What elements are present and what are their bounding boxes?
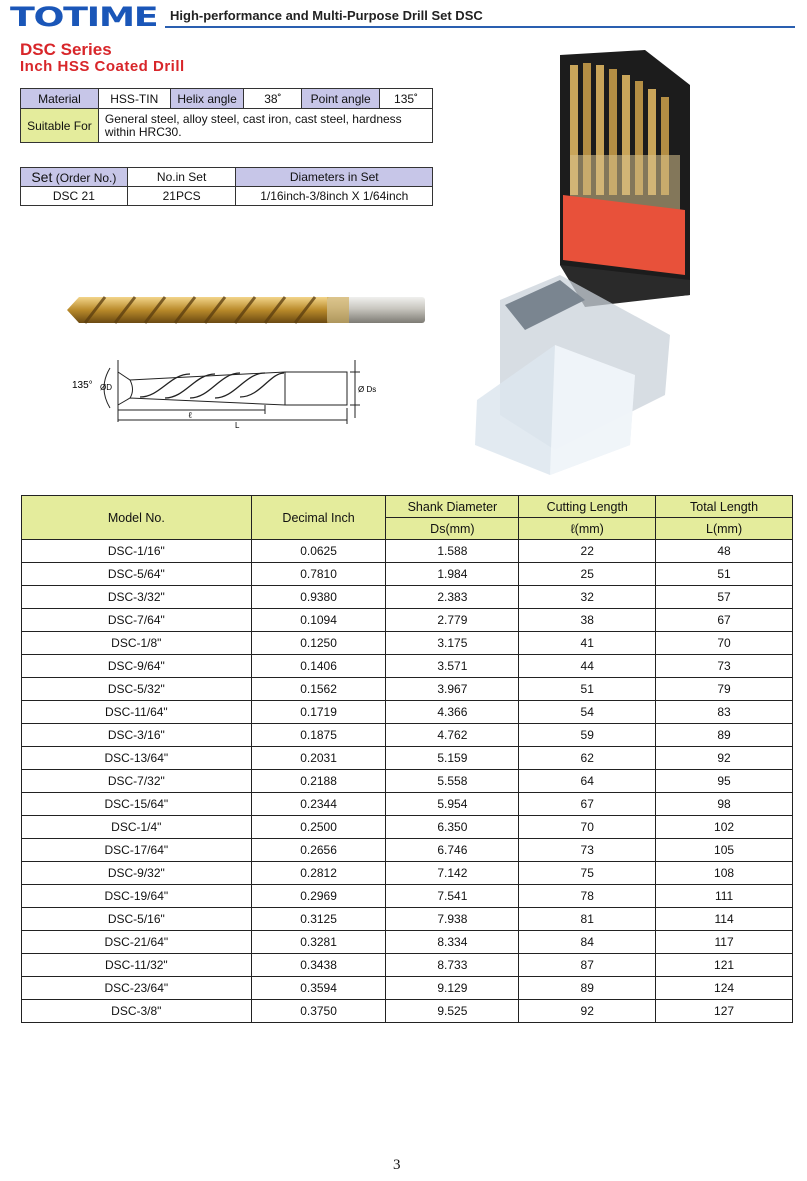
- model-no-cell: DSC-5/64": [22, 563, 252, 586]
- header-rule: [165, 26, 795, 28]
- decimal-inch-cell: 0.2812: [251, 862, 386, 885]
- model-no-cell: DSC-21/64": [22, 931, 252, 954]
- table-row: [22, 839, 793, 862]
- cutting-length-cell: 73: [519, 839, 656, 862]
- no-in-set-label: No.in Set: [127, 168, 236, 187]
- table-row: [22, 862, 793, 885]
- total-length-cell: 127: [656, 1000, 793, 1023]
- shank-diameter-cell: 1.984: [386, 563, 519, 586]
- model-no-cell: DSC-11/64": [22, 701, 252, 724]
- shank-diameter-cell: 8.733: [386, 954, 519, 977]
- table-row: [22, 747, 793, 770]
- decimal-inch-cell: 0.1562: [251, 678, 386, 701]
- decimal-inch-cell: 0.3438: [251, 954, 386, 977]
- cutting-length-cell: 64: [519, 770, 656, 793]
- model-no-cell: DSC-3/8": [22, 1000, 252, 1023]
- material-label: Material: [21, 89, 99, 109]
- shank-diameter-cell: 2.779: [386, 609, 519, 632]
- drill-dimension-drawing: [70, 350, 380, 430]
- table-row: [22, 885, 793, 908]
- total-length-cell: 114: [656, 908, 793, 931]
- table-row: [22, 954, 793, 977]
- cutting-length-cell: 62: [519, 747, 656, 770]
- decimal-inch-cell: 0.3594: [251, 977, 386, 1000]
- decimal-inch-cell: 0.3125: [251, 908, 386, 931]
- helix-angle-label: Helix angle: [170, 89, 244, 109]
- model-no-cell: DSC-1/8": [22, 632, 252, 655]
- order-no-label: (Order No.): [55, 171, 117, 185]
- decimal-inch-cell: 0.2344: [251, 793, 386, 816]
- cutting-length-cell: 54: [519, 701, 656, 724]
- suitable-for-label: Suitable For: [21, 109, 99, 143]
- table-row: [22, 724, 793, 747]
- decimal-inch-cell: 0.3281: [251, 931, 386, 954]
- page-number: 3: [393, 1157, 401, 1173]
- table-row: [22, 655, 793, 678]
- shank-diameter-cell: 7.541: [386, 885, 519, 908]
- table-row: [22, 931, 793, 954]
- total-length-cell: 48: [656, 540, 793, 563]
- decimal-inch-cell: 0.2188: [251, 770, 386, 793]
- decimal-inch-cell: 0.9380: [251, 586, 386, 609]
- drill-bit-photo: [65, 285, 427, 335]
- diameters-in-set-label: Diameters in Set: [236, 168, 433, 187]
- cutting-length-cell: 70: [519, 816, 656, 839]
- decimal-inch-cell: 0.7810: [251, 563, 386, 586]
- cutting-length-cell: 87: [519, 954, 656, 977]
- point-angle-label: Point angle: [302, 89, 380, 109]
- shank-diameter-cell: 3.571: [386, 655, 519, 678]
- shank-diameter-cell: 4.366: [386, 701, 519, 724]
- table-body: [22, 540, 793, 1023]
- model-no-cell: DSC-1/4": [22, 816, 252, 839]
- model-no-header: Model No.: [22, 496, 252, 540]
- model-no-cell: DSC-15/64": [22, 793, 252, 816]
- cutting-length-header: Cutting Length: [519, 496, 656, 518]
- diameters-in-set-value: 1/16inch-3/8inch X 1/64inch: [236, 187, 433, 206]
- header-title: High-performance and Multi-Purpose Drill Set DSC: [170, 8, 483, 23]
- shank-diameter-cell: 6.350: [386, 816, 519, 839]
- total-length-cell: 105: [656, 839, 793, 862]
- cutting-length-cell: 41: [519, 632, 656, 655]
- cutting-length-cell: 32: [519, 586, 656, 609]
- helix-angle-value: 38˚: [244, 89, 302, 109]
- total-length-cell: 57: [656, 586, 793, 609]
- total-length-cell: 95: [656, 770, 793, 793]
- model-no-cell: DSC-9/32": [22, 862, 252, 885]
- decimal-inch-cell: 0.0625: [251, 540, 386, 563]
- cutting-length-cell: 51: [519, 678, 656, 701]
- shank-diameter-cell: 1.588: [386, 540, 519, 563]
- series-title: DSC Series: [20, 40, 112, 59]
- decimal-inch-cell: 0.2656: [251, 839, 386, 862]
- cutting-length-cell: 84: [519, 931, 656, 954]
- shank-diameter-cell: 3.967: [386, 678, 519, 701]
- total-length-unit: L(mm): [656, 518, 793, 540]
- table-row: [22, 793, 793, 816]
- cutting-length-cell: 38: [519, 609, 656, 632]
- cutting-length-cell: 78: [519, 885, 656, 908]
- model-no-cell: DSC-7/64": [22, 609, 252, 632]
- table-row: [22, 540, 793, 563]
- shank-diameter-cell: 5.558: [386, 770, 519, 793]
- model-no-cell: DSC-9/64": [22, 655, 252, 678]
- material-value: HSS-TIN: [98, 89, 170, 109]
- total-length-cell: 79: [656, 678, 793, 701]
- total-length-cell: 98: [656, 793, 793, 816]
- cutting-length-cell: 67: [519, 793, 656, 816]
- spec-table: [20, 88, 433, 143]
- table-row: [22, 908, 793, 931]
- decimal-inch-cell: 0.2969: [251, 885, 386, 908]
- cutting-length-cell: 59: [519, 724, 656, 747]
- table-row: [22, 701, 793, 724]
- model-no-cell: DSC-23/64": [22, 977, 252, 1000]
- total-length-cell: 67: [656, 609, 793, 632]
- cutting-length-cell: 92: [519, 1000, 656, 1023]
- set-header: [21, 168, 128, 187]
- brand-logo: TOTIME: [10, 2, 158, 33]
- shank-diameter-cell: 5.954: [386, 793, 519, 816]
- cutting-length-cell: 81: [519, 908, 656, 931]
- total-length-cell: 92: [656, 747, 793, 770]
- shank-diameter-unit: Ds(mm): [386, 518, 519, 540]
- total-length-cell: 73: [656, 655, 793, 678]
- shank-diameter-cell: 6.746: [386, 839, 519, 862]
- decimal-inch-cell: 0.1406: [251, 655, 386, 678]
- table-row: [22, 1000, 793, 1023]
- series-subtitle: Inch HSS Coated Drill: [20, 58, 185, 75]
- table-row: [22, 977, 793, 1000]
- table-row: [22, 586, 793, 609]
- decimal-inch-cell: 0.2031: [251, 747, 386, 770]
- cutting-length-cell: 75: [519, 862, 656, 885]
- set-table: [20, 167, 433, 206]
- ds-label: Ø Ds: [358, 385, 377, 394]
- shank-diameter-cell: 5.159: [386, 747, 519, 770]
- cutting-length-cell: 25: [519, 563, 656, 586]
- total-length-cell: 83: [656, 701, 793, 724]
- shank-diameter-cell: 7.938: [386, 908, 519, 931]
- table-row: [22, 816, 793, 839]
- shank-diameter-cell: 9.525: [386, 1000, 519, 1023]
- cutting-length-cell: 44: [519, 655, 656, 678]
- point-angle-text: 135°: [72, 380, 93, 391]
- total-length-cell: 117: [656, 931, 793, 954]
- total-length-cell: 111: [656, 885, 793, 908]
- shank-diameter-cell: 8.334: [386, 931, 519, 954]
- shank-diameter-header: Shank Diameter: [386, 496, 519, 518]
- cutting-length-cell: 89: [519, 977, 656, 1000]
- decimal-inch-cell: 0.2500: [251, 816, 386, 839]
- total-length-cell: 51: [656, 563, 793, 586]
- model-no-cell: DSC-5/16": [22, 908, 252, 931]
- table-row: [22, 678, 793, 701]
- shank-diameter-cell: 9.129: [386, 977, 519, 1000]
- table-row: [22, 563, 793, 586]
- model-no-cell: DSC-7/32": [22, 770, 252, 793]
- decimal-inch-cell: 0.1250: [251, 632, 386, 655]
- drill-set-case-photo: [465, 45, 705, 480]
- decimal-inch-cell: 0.1719: [251, 701, 386, 724]
- total-length-label: L: [235, 421, 240, 430]
- no-in-set-value: 21PCS: [127, 187, 236, 206]
- model-no-cell: DSC-1/16": [22, 540, 252, 563]
- model-no-cell: DSC-19/64": [22, 885, 252, 908]
- model-no-cell: DSC-3/32": [22, 586, 252, 609]
- table-row: [22, 609, 793, 632]
- shank-diameter-cell: 4.762: [386, 724, 519, 747]
- cutting-length-unit: ℓ(mm): [519, 518, 656, 540]
- table-row: [22, 632, 793, 655]
- model-no-cell: DSC-5/32": [22, 678, 252, 701]
- decimal-inch-header: Decimal Inch: [251, 496, 386, 540]
- shank-diameter-cell: 7.142: [386, 862, 519, 885]
- point-angle-value: 135˚: [380, 89, 433, 109]
- shank-diameter-cell: 3.175: [386, 632, 519, 655]
- decimal-inch-cell: 0.3750: [251, 1000, 386, 1023]
- model-no-cell: DSC-13/64": [22, 747, 252, 770]
- model-no-cell: DSC-3/16": [22, 724, 252, 747]
- total-length-cell: 121: [656, 954, 793, 977]
- total-length-cell: 124: [656, 977, 793, 1000]
- total-length-cell: 89: [656, 724, 793, 747]
- total-length-header: Total Length: [656, 496, 793, 518]
- decimal-inch-cell: 0.1875: [251, 724, 386, 747]
- table-row: [22, 770, 793, 793]
- shank-diameter-cell: 2.383: [386, 586, 519, 609]
- set-label: Set: [31, 169, 53, 185]
- d-label: ØD: [100, 383, 112, 392]
- cutting-length-cell: 22: [519, 540, 656, 563]
- total-length-cell: 108: [656, 862, 793, 885]
- suitable-for-value: General steel, alloy steel, cast iron, cast steel, hardness within HRC30.: [98, 109, 432, 143]
- model-no-cell: DSC-11/32": [22, 954, 252, 977]
- decimal-inch-cell: 0.1094: [251, 609, 386, 632]
- cutting-length-label: ℓ: [188, 411, 193, 421]
- total-length-cell: 102: [656, 816, 793, 839]
- total-length-cell: 70: [656, 632, 793, 655]
- model-no-cell: DSC-17/64": [22, 839, 252, 862]
- drill-size-table: [21, 495, 793, 1023]
- order-no-value: DSC 21: [21, 187, 128, 206]
